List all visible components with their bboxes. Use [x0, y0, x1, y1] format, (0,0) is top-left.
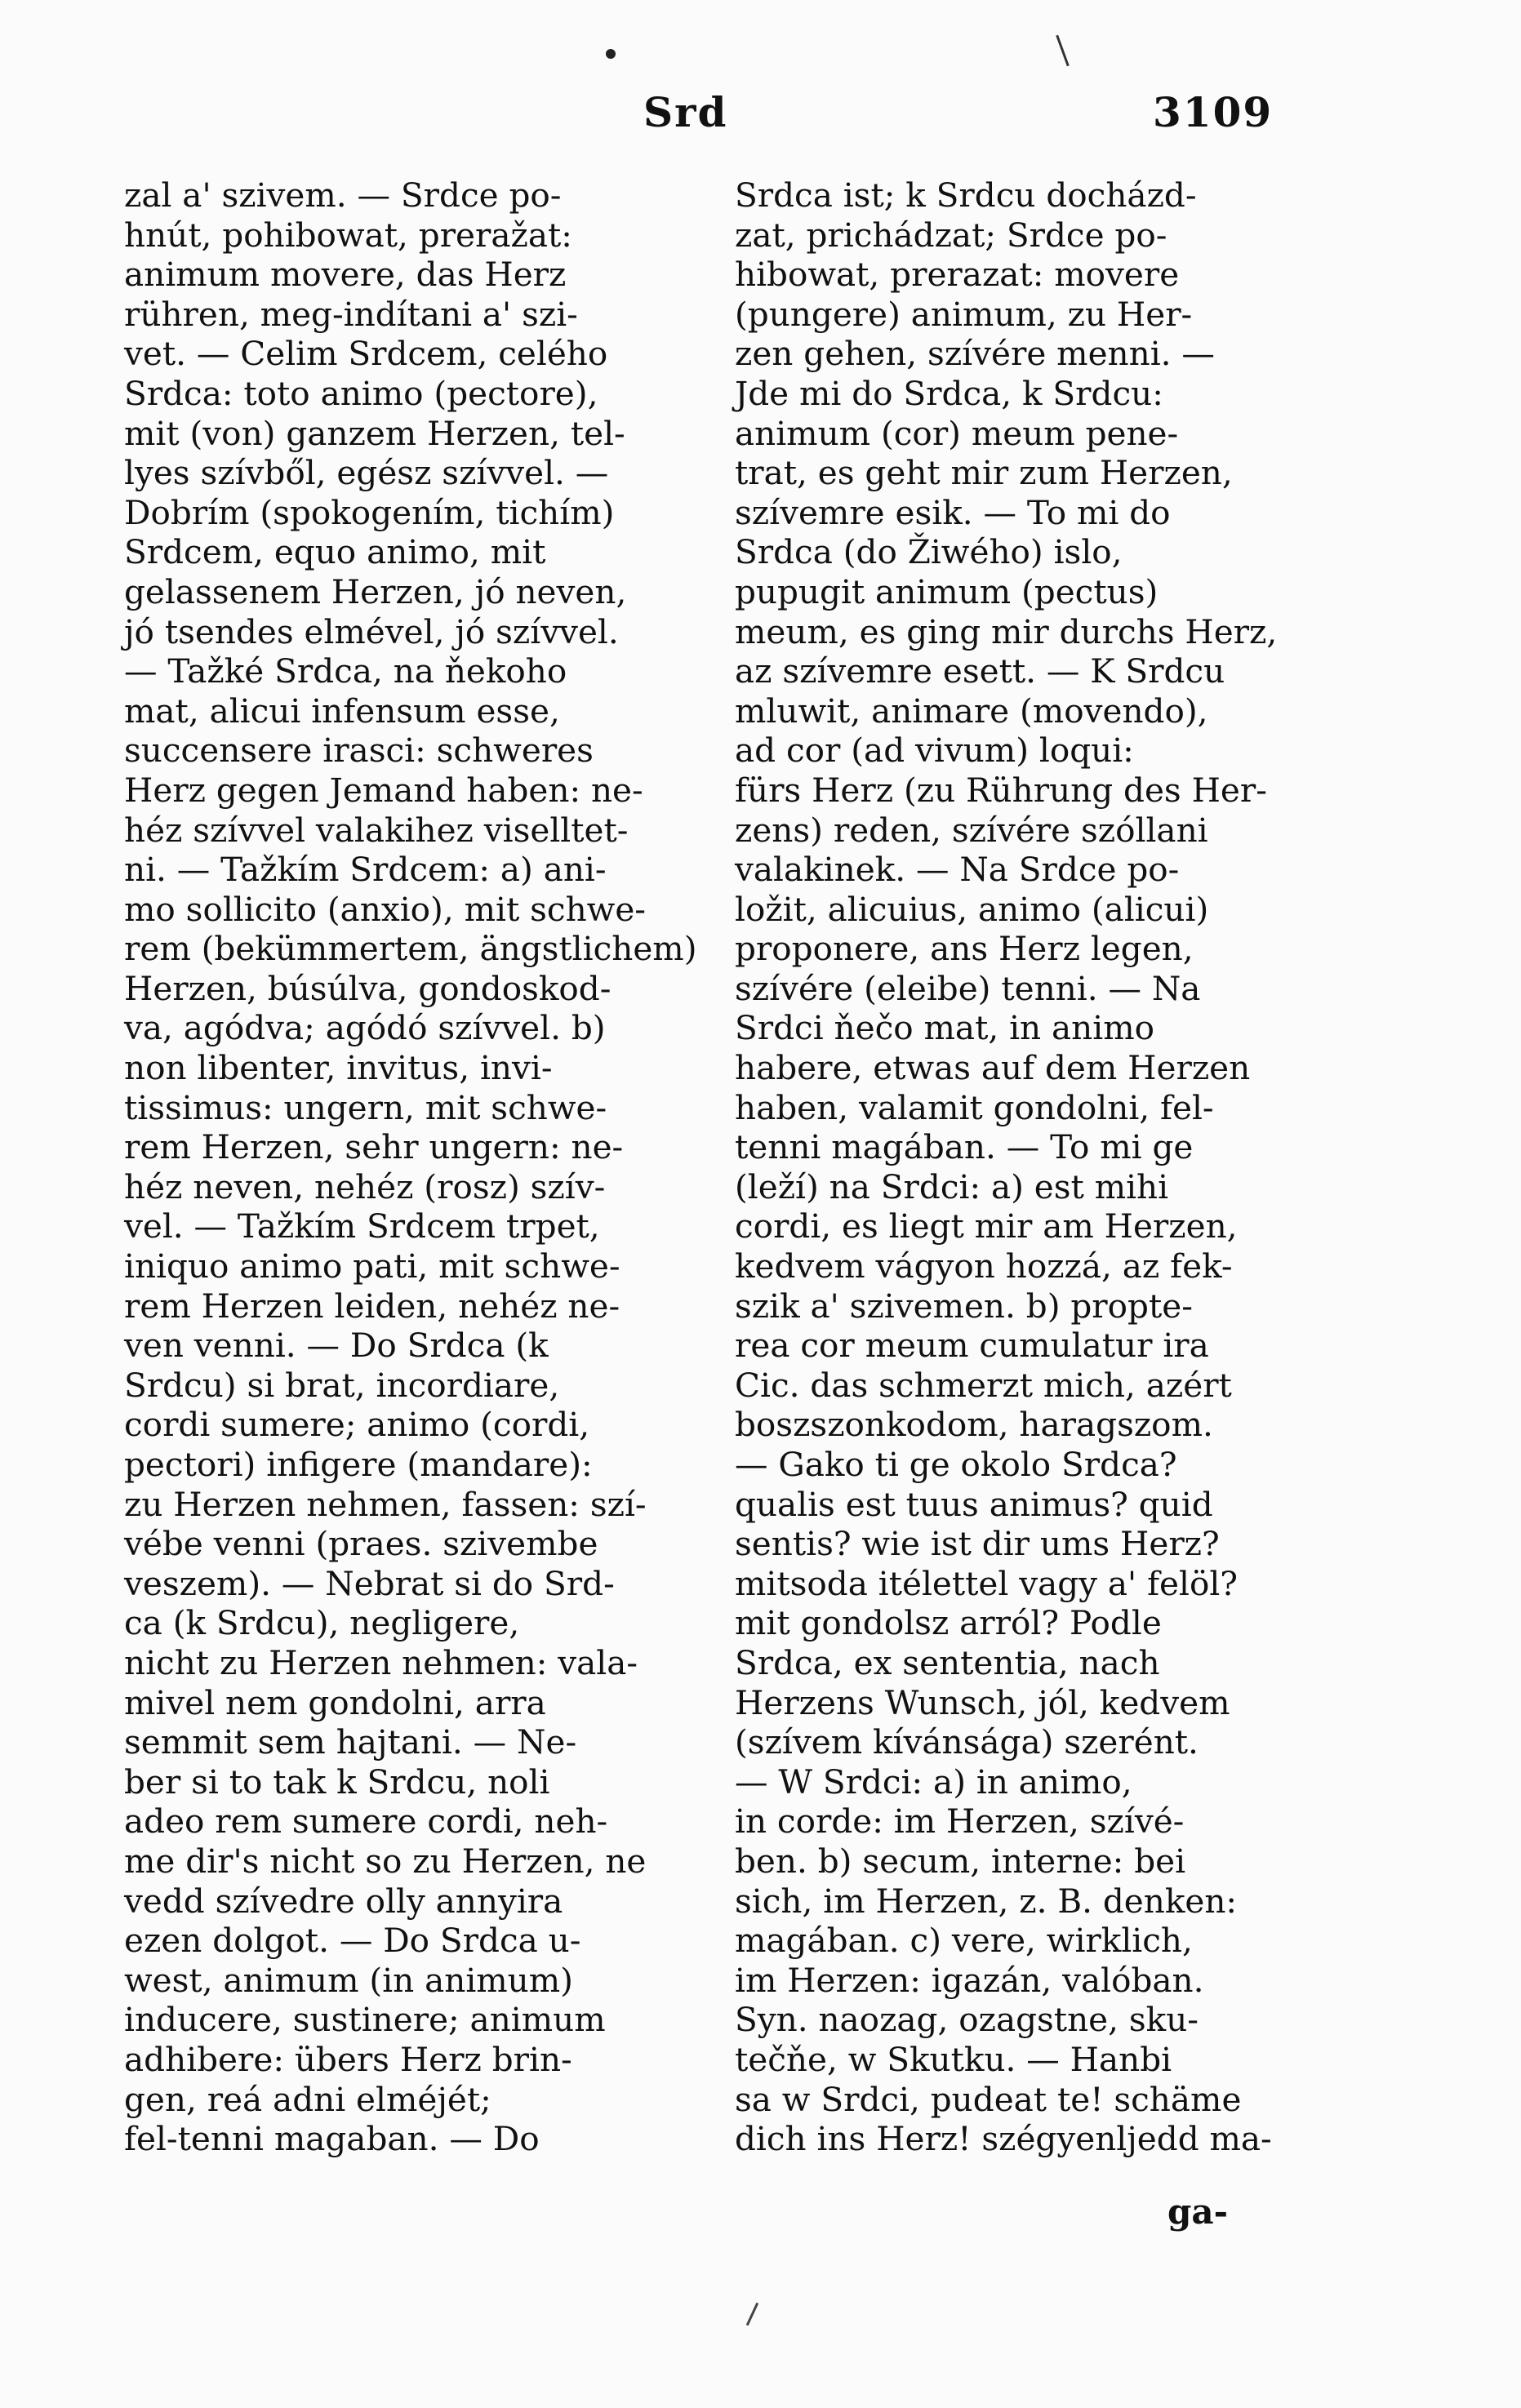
text-line: gelassenem Herzen, jó neven, — [124, 571, 627, 611]
text-line: Herzen, búsúlva, gondoskod- — [124, 968, 612, 1008]
text-line: hnút, pohibowat, preražat: — [124, 215, 572, 255]
text-line: vedd szívedre olly annyira — [124, 1881, 563, 1921]
text-line: sich, im Herzen, z. B. denken: — [735, 1881, 1238, 1921]
text-line: ca (k Srdcu), negligere, — [124, 1603, 520, 1643]
text-line: adhibere: übers Herz brin- — [124, 2039, 572, 2079]
text-line: vet. — Celim Srdcem, celého — [124, 334, 608, 374]
text-line: tenni magában. — To mi ge — [735, 1127, 1194, 1167]
text-line: in corde: im Herzen, szívé- — [735, 1802, 1185, 1842]
text-line: cordi, es liegt mir am Herzen, — [735, 1206, 1238, 1246]
text-line: boszszonkodom, haragszom. — [735, 1405, 1213, 1445]
text-line: fürs Herz (zu Rührung des Her- — [735, 770, 1267, 810]
text-line: zu Herzen nehmen, fassen: szí- — [124, 1484, 647, 1524]
text-line: fel-tenni magaban. — Do — [124, 2119, 540, 2159]
catchword: ga- — [1167, 2192, 1229, 2232]
text-line: Cic. das schmerzt mich, azért — [735, 1365, 1232, 1405]
text-line: ven venni. — Do Srdca (k — [124, 1326, 549, 1366]
text-line: Srdcu) si brat, incordiare, — [124, 1365, 560, 1405]
text-line: lyes szívből, egész szívvel. — — [124, 453, 609, 493]
text-line: Srdca ist; k Srdcu docházd- — [735, 175, 1197, 215]
text-line: ni. — Tažkím Srdcem: a) ani- — [124, 850, 607, 890]
ink-dot — [606, 49, 616, 59]
text-line: rühren, meg-indítani a' szi- — [124, 294, 578, 334]
text-line: Srdca: toto animo (pectore), — [124, 373, 598, 413]
text-line: az szívemre esett. — K Srdcu — [735, 651, 1225, 691]
ink-mark — [746, 2303, 758, 2326]
text-line: ložit, alicuius, animo (alicui) — [735, 889, 1209, 929]
text-line: valakinek. — Na Srdce po- — [735, 850, 1180, 890]
text-line: mitsoda itélettel vagy a' felöl? — [735, 1563, 1239, 1603]
text-line: Srdca (do Žiwého) islo, — [735, 532, 1123, 572]
text-line: (leží) na Srdci: a) est mihi — [735, 1166, 1169, 1206]
text-line: mit (von) ganzem Herzen, tel- — [124, 413, 625, 453]
text-line: im Herzen: igazán, valóban. — [735, 1960, 1204, 2000]
text-line: szívére (eleibe) tenni. — Na — [735, 968, 1201, 1008]
text-line: zens) reden, szívére szóllani — [735, 810, 1208, 850]
text-line: sa w Srdci, pudeat te! schäme — [735, 2079, 1242, 2119]
text-line: tissimus: ungern, mit schwe- — [124, 1087, 607, 1127]
text-line: non libenter, invitus, invi- — [124, 1048, 553, 1088]
text-line: ad cor (ad vivum) loqui: — [735, 731, 1134, 771]
text-line: szívemre esik. — To mi do — [735, 492, 1171, 532]
text-line: Srdci ňečo mat, in animo — [735, 1008, 1154, 1048]
text-line: iniquo animo pati, mit schwe- — [124, 1246, 620, 1286]
text-line: Srdca, ex sententia, nach — [735, 1642, 1160, 1682]
text-line: Herzens Wunsch, jól, kedvem — [735, 1682, 1230, 1722]
text-line: Herz gegen Jemand haben: ne- — [124, 770, 643, 810]
left-text-column — [124, 175, 697, 2159]
text-line: va, agódva; agódó szívvel. b) — [124, 1008, 606, 1048]
text-line: proponere, ans Herz legen, — [735, 929, 1194, 969]
text-line: qualis est tuus animus? quid — [735, 1484, 1213, 1524]
text-line: animum movere, das Herz — [124, 255, 567, 295]
text-line: (szívem kívánsága) szerént. — [735, 1722, 1199, 1762]
text-line: semmit sem hajtani. — Ne- — [124, 1722, 577, 1762]
text-line: veszem). — Nebrat si do Srd- — [124, 1563, 615, 1603]
text-line: kedvem vágyon hozzá, az fek- — [735, 1246, 1233, 1286]
text-line: west, animum (in animum) — [124, 1960, 573, 2000]
text-line: mit gondolsz arról? Podle — [735, 1603, 1162, 1643]
text-line: zat, prichádzat; Srdce po- — [735, 215, 1167, 255]
text-line: animum (cor) meum pene- — [735, 413, 1179, 453]
text-line: tečňe, w Skutku. — Hanbi — [735, 2039, 1172, 2079]
right-text-column — [735, 175, 1278, 2159]
text-line: magában. c) vere, wirklich, — [735, 1921, 1193, 1961]
text-line: ezen dolgot. — Do Srdca u- — [124, 1921, 581, 1961]
text-line: zal a' szivem. — Srdce po- — [124, 175, 562, 215]
text-line: héz szívvel valakihez viselltet- — [124, 810, 629, 850]
text-line: vel. — Tažkím Srdcem trpet, — [124, 1206, 600, 1246]
text-line: mo sollicito (anxio), mit schwe- — [124, 889, 646, 929]
text-line: vébe venni (praes. szivembe — [124, 1524, 598, 1564]
text-line: mluwit, animare (movendo), — [735, 691, 1208, 731]
text-line: rem (bekümmertem, ängstlichem) — [124, 929, 697, 969]
text-line: pectori) infigere (mandare): — [124, 1445, 593, 1484]
text-line: succensere irasci: schweres — [124, 731, 594, 771]
text-line: Jde mi do Srdca, k Srdcu: — [735, 373, 1163, 413]
text-line: mivel nem gondolni, arra — [124, 1682, 546, 1722]
text-line: pupugit animum (pectus) — [735, 571, 1159, 611]
text-line: haben, valamit gondolni, fel- — [735, 1087, 1214, 1127]
text-line: — Gako ti ge okolo Srdca? — [735, 1445, 1177, 1484]
text-line: ben. b) secum, interne: bei — [735, 1841, 1186, 1881]
text-line: rem Herzen, sehr ungern: ne- — [124, 1127, 624, 1167]
text-line: dich ins Herz! szégyenljedd ma- — [735, 2119, 1272, 2159]
text-line: zen gehen, szívére menni. — — [735, 334, 1215, 374]
text-line: Dobrím (spokogením, tichím) — [124, 492, 615, 532]
text-line: habere, etwas auf dem Herzen — [735, 1048, 1251, 1088]
text-line: nicht zu Herzen nehmen: vala- — [124, 1642, 638, 1682]
text-line: mat, alicui infensum esse, — [124, 691, 560, 731]
text-line: adeo rem sumere cordi, neh- — [124, 1802, 608, 1842]
running-head-word: Srd — [643, 88, 728, 136]
text-line: — Tažké Srdca, na ňekoho — [124, 651, 567, 691]
text-line: rem Herzen leiden, nehéz ne- — [124, 1286, 620, 1326]
text-line: szik a' szivemen. b) propte- — [735, 1286, 1193, 1326]
text-line: (pungere) animum, zu Her- — [735, 294, 1193, 334]
ink-mark — [1056, 35, 1070, 67]
text-line: inducere, sustinere; animum — [124, 2000, 606, 2040]
text-line: me dir's nicht so zu Herzen, ne — [124, 1841, 647, 1881]
text-line: jó tsendes elmével, jó szívvel. — [124, 611, 619, 651]
text-line: Syn. naozag, ozagstne, sku- — [735, 2000, 1199, 2040]
text-line: sentis? wie ist dir ums Herz? — [735, 1524, 1220, 1564]
text-line: hibowat, prerazat: movere — [735, 255, 1180, 295]
text-line: Srdcem, equo animo, mit — [124, 532, 546, 572]
text-line: meum, es ging mir durchs Herz, — [735, 611, 1278, 651]
text-line: rea cor meum cumulatur ira — [735, 1326, 1209, 1366]
text-line: gen, reá adni elméjét; — [124, 2079, 491, 2119]
text-line: ber si to tak k Srdcu, noli — [124, 1762, 550, 1802]
text-line: cordi sumere; animo (cordi, — [124, 1405, 590, 1445]
text-line: héz neven, nehéz (rosz) szív- — [124, 1166, 606, 1206]
text-line: trat, es geht mir zum Herzen, — [735, 453, 1233, 493]
page-number: 3109 — [1153, 88, 1274, 136]
text-line: — W Srdci: a) in animo, — [735, 1762, 1132, 1802]
